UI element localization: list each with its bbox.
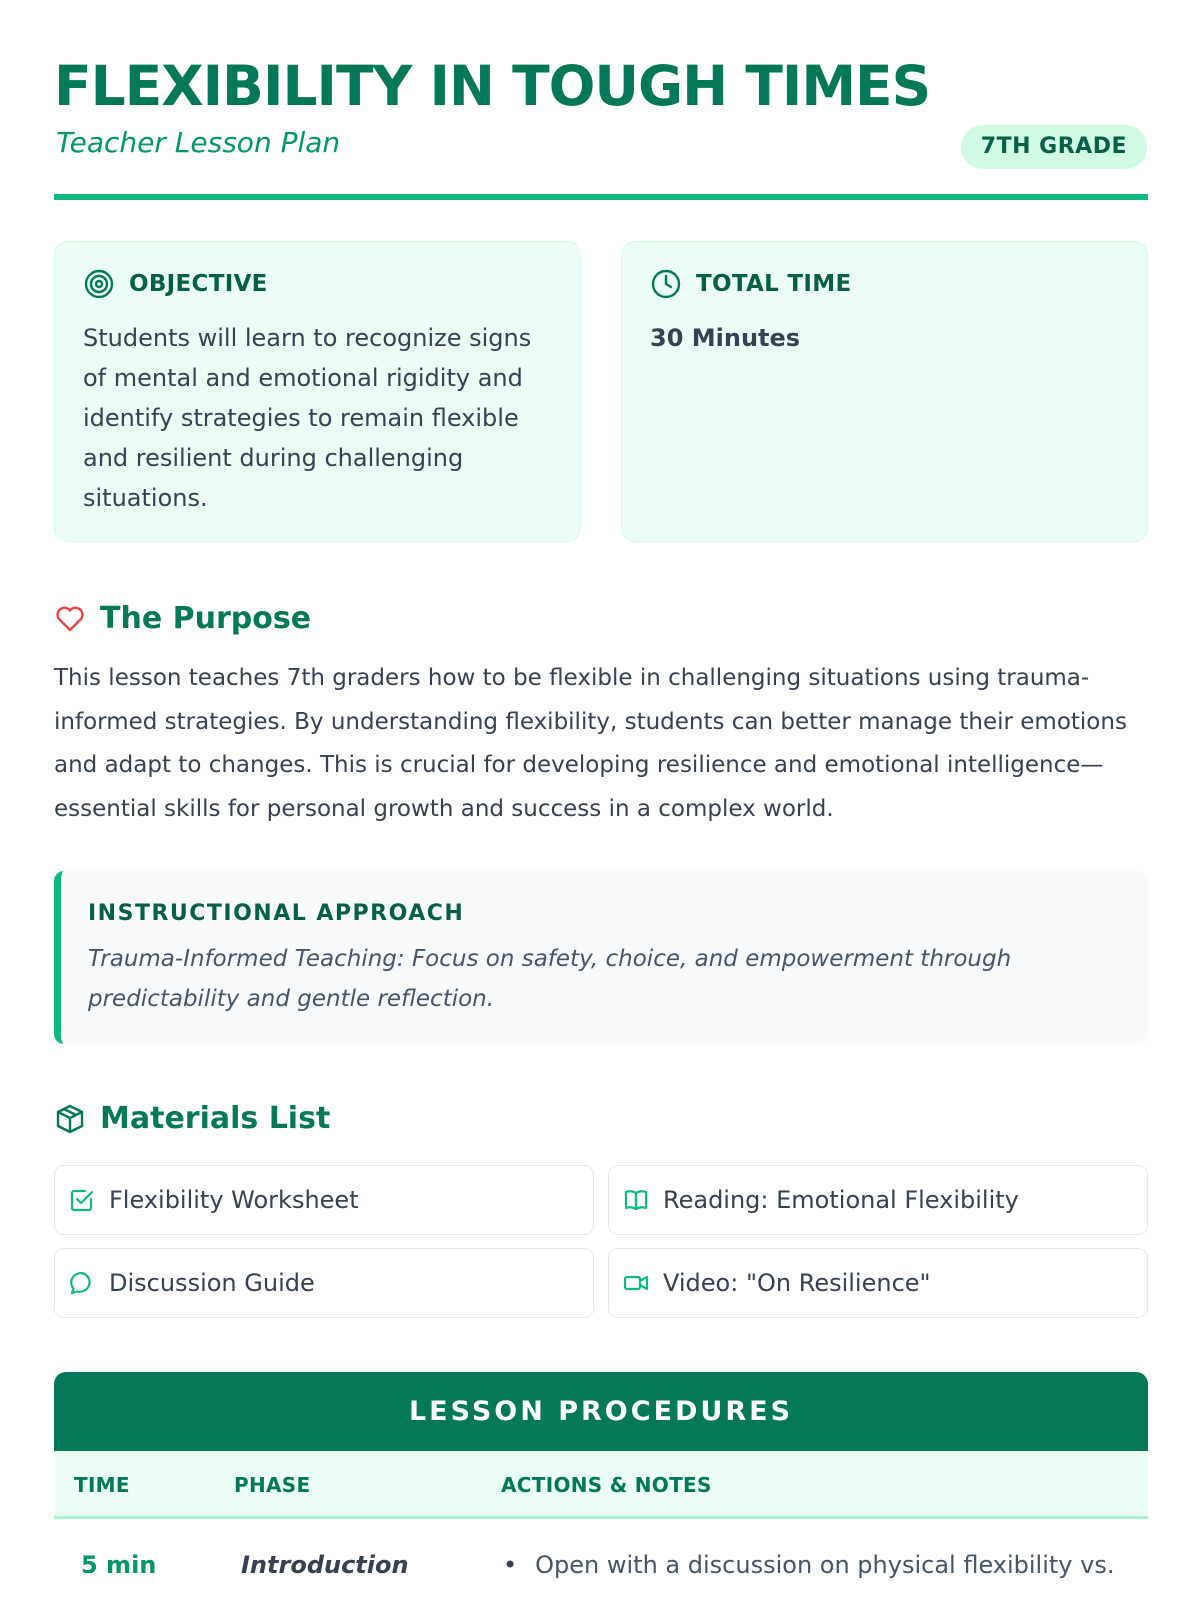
page-title: FLEXIBILITY IN TOUGH TIMES <box>54 54 931 118</box>
material-label: Flexibility Worksheet <box>109 1186 359 1214</box>
row-action-text: Open with a discussion on physical flexibility vs. <box>535 1551 1115 1579</box>
heart-icon <box>54 603 86 635</box>
bullet-dot: • <box>503 1551 518 1579</box>
purpose-header <box>54 601 311 636</box>
target-icon <box>83 268 115 300</box>
grade-badge: 7TH GRADE <box>961 125 1147 169</box>
objective-header <box>83 268 268 300</box>
objective-text: Students will learn to recognize signs of mental and emotional rigidity and identify strategies to remain flexible and resilient during challenging situations. <box>83 324 532 512</box>
column-time: TIME <box>74 1473 130 1497</box>
total-time-label: TOTAL TIME <box>696 271 852 297</box>
procedures-column-header <box>54 1451 1148 1519</box>
instructional-approach-callout <box>54 871 1148 1044</box>
purpose-text: This lesson teaches 7th graders how to be flexible in challenging situations using trauma-informed strategies. By understanding flexibility, students can better manage their emotions and adapt to changes. This is crucial for developing resilience and emotional intelligence—essential skills for personal growth and success in a complex world. <box>54 665 1127 822</box>
total-time-value: 30 Minutes <box>650 324 801 352</box>
material-label: Video: "On Resilience" <box>663 1269 931 1297</box>
row-phase: Introduction <box>241 1551 409 1579</box>
objective-card <box>54 241 581 542</box>
header-divider <box>54 194 1148 200</box>
total-time-card <box>621 241 1148 542</box>
column-phase: PHASE <box>234 1473 311 1497</box>
video-icon <box>623 1270 649 1296</box>
book-icon <box>623 1187 649 1213</box>
checkbox-icon <box>69 1187 95 1213</box>
approach-label: INSTRUCTIONAL APPROACH <box>88 901 465 926</box>
material-label: Discussion Guide <box>109 1269 315 1297</box>
package-icon <box>54 1103 86 1135</box>
total-time-header <box>650 268 851 300</box>
page-subtitle: Teacher Lesson Plan <box>56 126 341 159</box>
material-item-reading[interactable] <box>608 1165 1148 1235</box>
approach-text: Trauma-Informed Teaching: Focus on safety, choice, and empowerment through predictability and gentle reflection. <box>88 946 1012 1012</box>
procedures-title: LESSON PROCEDURES <box>54 1372 1148 1451</box>
materials-header <box>54 1101 330 1136</box>
row-time: 5 min <box>81 1551 157 1579</box>
material-item-worksheet[interactable] <box>54 1165 594 1235</box>
objective-label: OBJECTIVE <box>129 271 268 297</box>
purpose-title: The Purpose <box>100 601 312 636</box>
materials-title: Materials List <box>100 1101 331 1136</box>
clock-icon <box>650 268 682 300</box>
column-actions-notes: ACTIONS & NOTES <box>501 1473 712 1497</box>
chat-bubble-icon <box>69 1270 95 1296</box>
material-label: Reading: Emotional Flexibility <box>663 1186 1019 1214</box>
material-item-video[interactable] <box>608 1248 1148 1318</box>
row-action-item <box>503 1551 1114 1579</box>
material-item-discussion-guide[interactable] <box>54 1248 594 1318</box>
